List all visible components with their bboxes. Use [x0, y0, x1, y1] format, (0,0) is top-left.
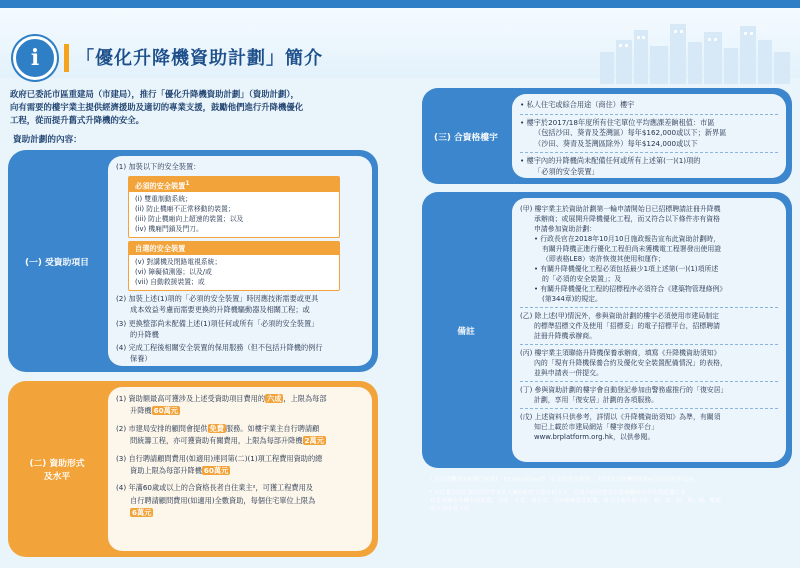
item-2-line-2: 成本效益考慮而需要更換的升降機驅動器及相關工程；或 — [130, 304, 310, 314]
remark-a-bullet: • 行政長官在2018年10月10日施政報告宣布此資助計劃時， — [534, 235, 721, 243]
remark-a-bullet: • 有關升降機優化工程必須包括最少1項上述第(一)(1)項所述 — [534, 265, 719, 273]
eligibility-bullet: • 私人住宅或綜合用途（商住）樓宇 — [520, 100, 635, 109]
essential-devices-list — [129, 192, 339, 237]
section-eligible-buildings-body — [512, 94, 786, 178]
section-subsidy-form-body — [108, 387, 372, 551]
divider — [520, 307, 778, 308]
essential-item: (ii) 防止機廂不正常移動的裝置； — [135, 205, 235, 214]
section-subsidized-items-label: (一) 受資助項目 — [25, 257, 89, 268]
form-item-1-line-1: (1) 資助額最高可獲涉及上述受資助項目費用的 六成 ，上限為每部 — [116, 394, 327, 403]
eligibility-bullet-cont: （沙田、葵青及荃灣區除外）每年$124,000或以下 — [534, 138, 698, 148]
eligibility-bullet: • 樓宇內的升降機尚未配備任何或所有上述第(一)(1)項的 — [520, 156, 701, 166]
form-item-2-line-1: (2) 市建局安排的顧問會提供 免費 服務。如樓宇業主自行聘請顧 — [116, 423, 320, 433]
divider — [520, 381, 778, 382]
highlight-badge: 六成 — [267, 394, 282, 403]
form-item-1-line-2: 升降機 60萬元 — [130, 406, 178, 416]
optional-devices-list — [129, 255, 339, 290]
highlight-badge: 6萬元 — [132, 508, 152, 518]
divider — [520, 152, 778, 153]
highlight-badge: 60萬元 — [153, 406, 178, 416]
footnote-1: ¹ 若升降機尚未配備任何第(一)(1)項(i)至(iv)的「必須的安全裝置」，則每次升降機的資助必須包括在申請內。 — [430, 477, 700, 483]
divider — [520, 408, 778, 409]
item-3-line-2: 的升降機 — [130, 329, 159, 339]
brplatform-link[interactable]: www.brplatform.org.hk，以供參閱。 — [534, 433, 655, 441]
intro-line-3: 工程，從而提升舊式升降機的安全。 — [10, 115, 144, 125]
item-4-line-2: 保養） — [130, 354, 152, 364]
remark-c: (丙) 樓宇業主須聯絡升降機保養承辦商，填寫《升降機資助須知》 — [520, 349, 721, 357]
essential-item: (iv) 機廂門鎖及門刀。 — [135, 225, 203, 234]
info-icon: i — [13, 36, 57, 80]
remark-e: (戊) 上述資料只供參考，詳情以《升降機資助須知》為準，有關須 — [520, 413, 721, 421]
divider — [520, 344, 778, 345]
optional-devices-title: 自選的安全裝置 — [129, 242, 339, 255]
footnote-2: ² 自住業主的定義包括居於其本人擁有的住宅單位的人士，以及其他居於其直系親屬或其所住的配偶之本 直系親屬或其擁有的配偶、父母、子女、孫子女、兄弟姊妹及其配偶、祖父母或外祖父母、叔、伯、姑、舅、姨、配偶 的父母或養父母。 — [430, 490, 721, 512]
title-main: 優化升降機資助計劃 — [95, 48, 266, 69]
form-item-3-line-2: 資助上限為每部升降機 60萬元 — [130, 466, 229, 476]
remark-d: (丁) 參與資助計劃的樓宇會自動登記參加由警務處推行的「復安居」 — [520, 386, 728, 394]
section-eligible-buildings — [422, 88, 792, 184]
section-subsidized-items — [8, 150, 378, 372]
item-2-line-1: (2) 加裝上述(1)項的「必須的安全裝置」時因應技術需要或更具 — [116, 294, 319, 304]
eligibility-bullet: • 樓宇於2017/18年度所有住宅單位平均應課差餉租值：市區 — [520, 117, 715, 127]
eligibility-bullet-cont: 「必須的安全裝置」 — [534, 166, 599, 176]
optional-item: (v) 對講機及閉路電視系統； — [135, 258, 222, 267]
essential-devices-title: 必須的安全裝置$^1$ — [129, 177, 339, 192]
form-item-2-line-2: 問統籌工程，亦可獲資助有關費用，上限為每部升降機 2萬元 — [130, 436, 324, 446]
optional-item: (vi) 障礙偵測器；以及/或 — [135, 268, 212, 277]
form-item-3-line-1: (3) 自行聘請顧問費用(如適用)連同第(二)(1)項工程費用資助的總 — [116, 453, 323, 463]
top-bar — [0, 0, 800, 8]
header-accent-bar — [64, 44, 69, 72]
essential-devices-box — [128, 176, 340, 238]
remark-a: (甲) 樓宇業主於資助計劃第一輪申請開始日已招標聘請註冊升降機 — [520, 205, 721, 213]
highlight-badge: 2萬元 — [304, 436, 324, 446]
page-title — [76, 44, 323, 70]
optional-item: (vii) 自動救援裝置；或 — [135, 278, 205, 287]
remark-b: (乙) 除上述(甲)情況外，參與資助計劃的樓宇必須使用市建局制定 — [520, 312, 719, 320]
content-subhead: 資助計劃的內容： — [13, 135, 82, 145]
essential-item: (i) 雙重制動系統； — [135, 195, 192, 204]
highlight-badge: 60萬元 — [203, 466, 229, 476]
form-item-4-line-3 — [116, 507, 364, 519]
form-item-4-line-1: (4) 年滿60歲或以上的合資格長者自住業主²，可獲工程費用及 — [116, 483, 313, 493]
item-4-line-1: (4) 完成工程後相關安全裝置的保用服務（但不包括升降機的例行 — [116, 343, 323, 353]
title-open: 「 — [76, 48, 95, 69]
section-remarks-label: 備註 — [457, 326, 475, 337]
highlight-badge: 免費 — [209, 423, 224, 433]
section-remarks-body: (甲) 樓宇業主於資助計劃第一輪申請開始日已招標聘請註冊升降機 承辦商；或展開升降機優化工程，而又符合以下條件亦有資格 申請參加資助計劃： • 行政長官在2018年10月10日施政報告宣布此資助計劃時， 有關升降機正進行優化工程但尚未獲機電工程署發出使用證 （即表格LE8）寄許恢復其使用和運作； • 有關升降機優化工程必須包括最少1項上述第(一)(1)項所述 的「必須的安全裝置」；及 • 有關升降機優化工程的招標程序必須符合《建築物管理條例》 (第344章)的規定。 (乙) 除上述(甲)情況外，參與資助計劃的樓宇必須使用市建局制定 的標準招標文件及使用「招標妥」的電子招標平台，招標聘請 註冊升降機承辦商。 (丙) 樓宇業主須聯絡升降機保養承辦商，填寫《升降機資助須知》 內的「現有升降機保養合約及優化安全裝置配備情況」的表格， 並與申請表一併提交。 (丁) 參與資助計劃的樓宇會自動登記參加由警務處推行的「復安居」 計劃，享用「復安居」計劃的各項服務。 (戊) 上述資料只供參考，詳情以《升降機資助須知》為準，有關須 知已上載於市建局網站「樓宇復修平台」 www.brplatform.org.hk，以供參閱。 — [512, 198, 786, 462]
intro-line-1: 政府已委託市區重建局（市建局），推行「優化升降機資助計劃」（資助計劃）， — [10, 89, 299, 99]
skyline-graphic — [600, 22, 790, 84]
intro-paragraph — [10, 88, 385, 127]
essential-item: (iii) 防止機廂向上超速的裝置；以及 — [135, 215, 244, 224]
remark-a-bullet: • 有關升降機優化工程的招標程序必須符合《建築物管理條例》 — [534, 285, 727, 293]
section-subsidy-form — [8, 381, 378, 557]
divider — [520, 114, 778, 115]
optional-devices-box — [128, 241, 340, 291]
section-subsidy-form-label: (二) 資助形式 及水平 — [29, 459, 85, 482]
section-eligible-buildings-label: (三) 合資格樓宇 — [434, 132, 498, 143]
header — [0, 8, 800, 78]
section-subsidized-items-body — [108, 156, 372, 366]
form-item-4-line-2: 自行聘請顧問費用(如適用)全數資助，每個住宅單位上限為 — [130, 495, 316, 505]
eligibility-bullet-cont: （包括沙田、葵青及荃灣區）每年$162,000或以下；新界區 — [534, 128, 727, 138]
section-remarks — [422, 192, 792, 468]
intro-line-2: 向有需要的樓宇業主提供經濟援助及適切的專業支援，鼓勵他們進行升降機優化 — [10, 102, 304, 112]
item-1: (1) 加裝以下的安全裝置： — [116, 162, 201, 171]
title-close: 」簡介 — [266, 48, 323, 69]
item-3-line-1: (3) 更換整部尚未配備上述(1)項任何或所有「必須的安全裝置」 — [116, 318, 319, 328]
